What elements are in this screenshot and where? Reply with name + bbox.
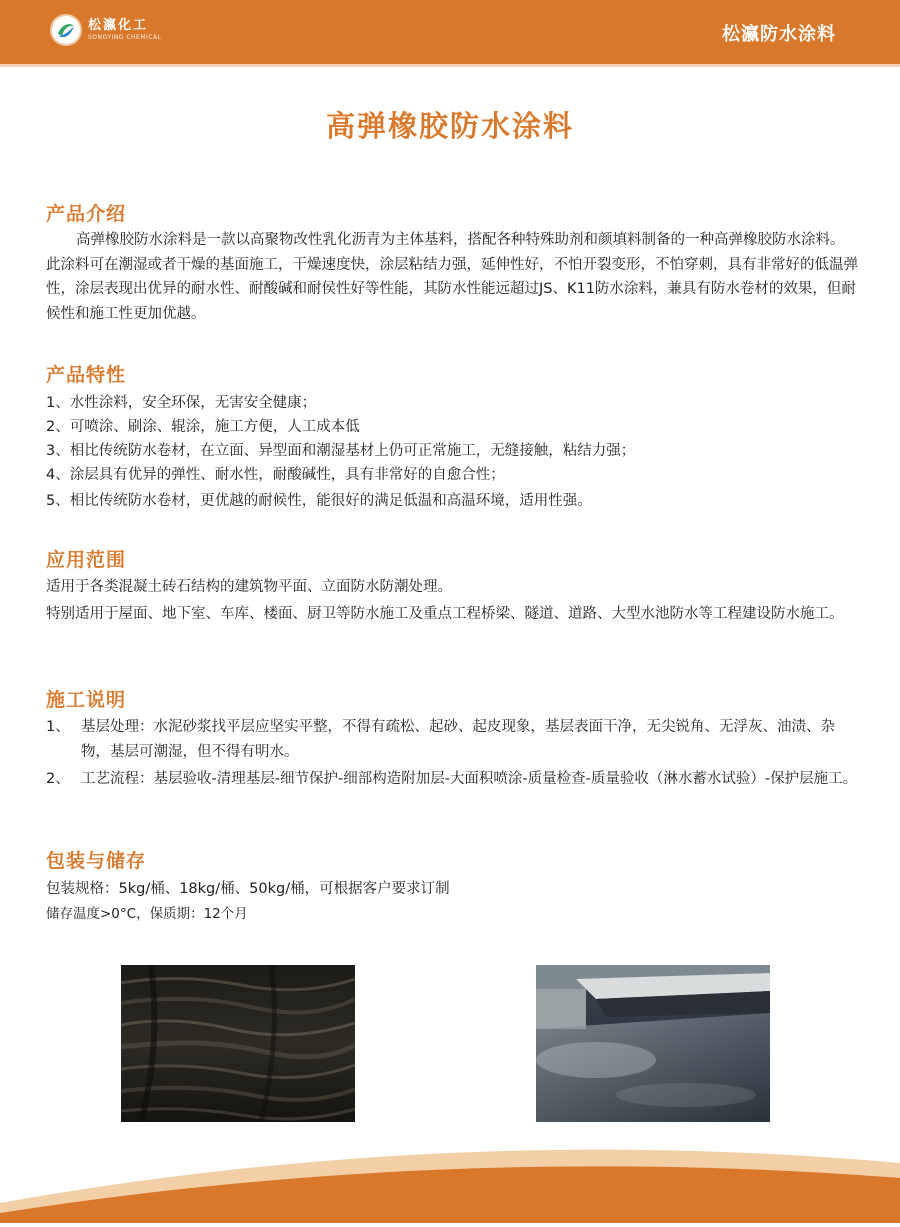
- section-title-application: 应用范围: [46, 549, 127, 571]
- intro-paragraph: 高弹橡胶防水涂料是一款以高聚物改性乳化沥青为主体基料，搭配各种特殊助剂和颜填料制备的一种高弹橡胶防水涂料。此涂料可在潮湿或者干燥的基面施工，干燥速度快，涂层粘结力强，延伸性好，不怕开裂变形，不怕穿刺，具有非常好的低温弹性，涂层表现出优异的耐水性、耐酸碱和耐侯性好等性能，其防水性能远超过JS、K11防水涂料，兼具有防水卷材的效果，但耐候性和施工性更加优越。: [46, 232, 858, 322]
- coating-texture-photo: [121, 965, 355, 1122]
- application-line-1: 适用于各类混凝土砖石结构的建筑物平面、立面防水防潮处理。: [46, 579, 452, 595]
- construction-item-2: [46, 767, 858, 792]
- feature-item: 4、涂层具有优异的弹性、耐水性，耐酸碱性，具有非常好的自愈合性；: [46, 467, 505, 483]
- feature-item: 3、相比传统防水卷材，在立面、异型面和潮湿基材上仍可正常施工，无缝接触，粘结力强；: [46, 443, 636, 459]
- section-title-intro: 产品介绍: [46, 203, 127, 225]
- storage-info: 储存温度>0°C，保质期：12个月: [46, 906, 248, 922]
- construction-item-text: 基层处理：水泥砂浆找平层应坚实平整，不得有疏松、起砂、起皮现象，基层表面干净，无尖锐角、无浮灰、油渍、杂物，基层可潮湿，但不得有明水。: [81, 719, 835, 760]
- brand-title: 松瀛防水涂料: [722, 24, 836, 45]
- logo-chinese-name: 松瀛化工: [88, 18, 149, 33]
- construction-item-number: 1、: [46, 719, 70, 735]
- company-logo: [52, 12, 161, 48]
- construction-item-1: [46, 715, 858, 765]
- construction-item-number: 2、: [46, 771, 70, 787]
- feature-item: 1、水性涂料，安全环保，无害安全健康；: [46, 395, 317, 411]
- section-title-construction: 施工说明: [46, 689, 127, 711]
- feature-item: 2、可喷涂、刷涂、辊涂，施工方便，人工成本低: [46, 419, 360, 435]
- application-line-2: 特别适用于屋面、地下室、车库、楼面、厨卫等防水施工及重点工程桥梁、隧道、道路、大型水池防水等工程建设防水施工。: [46, 606, 844, 622]
- packaging-spec: 包装规格：5kg/桶、18kg/桶、50kg/桶，可根据客户要求订制: [46, 881, 450, 897]
- section-title-features: 产品特性: [46, 364, 127, 386]
- footer-wave: [0, 1133, 900, 1223]
- coated-roof-photo: [536, 965, 770, 1122]
- header-bar: [0, 0, 900, 64]
- construction-item-text: 工艺流程：基层验收-清理基层-细节保护-细部构造附加层-大面积喷涂-质量检查-质量验收（淋水蓄水试验）-保护层施工。: [81, 771, 858, 787]
- logo-english-name: SONGYING CHEMICAL: [88, 34, 162, 41]
- section-title-packaging: 包装与储存: [46, 850, 147, 872]
- header-divider: [0, 64, 900, 67]
- logo-icon: [52, 16, 80, 44]
- page-title: 高弹橡胶防水涂料: [325, 109, 574, 143]
- feature-item: 5、相比传统防水卷材，更优越的耐候性，能很好的满足低温和高温环境，适用性强。: [46, 493, 592, 509]
